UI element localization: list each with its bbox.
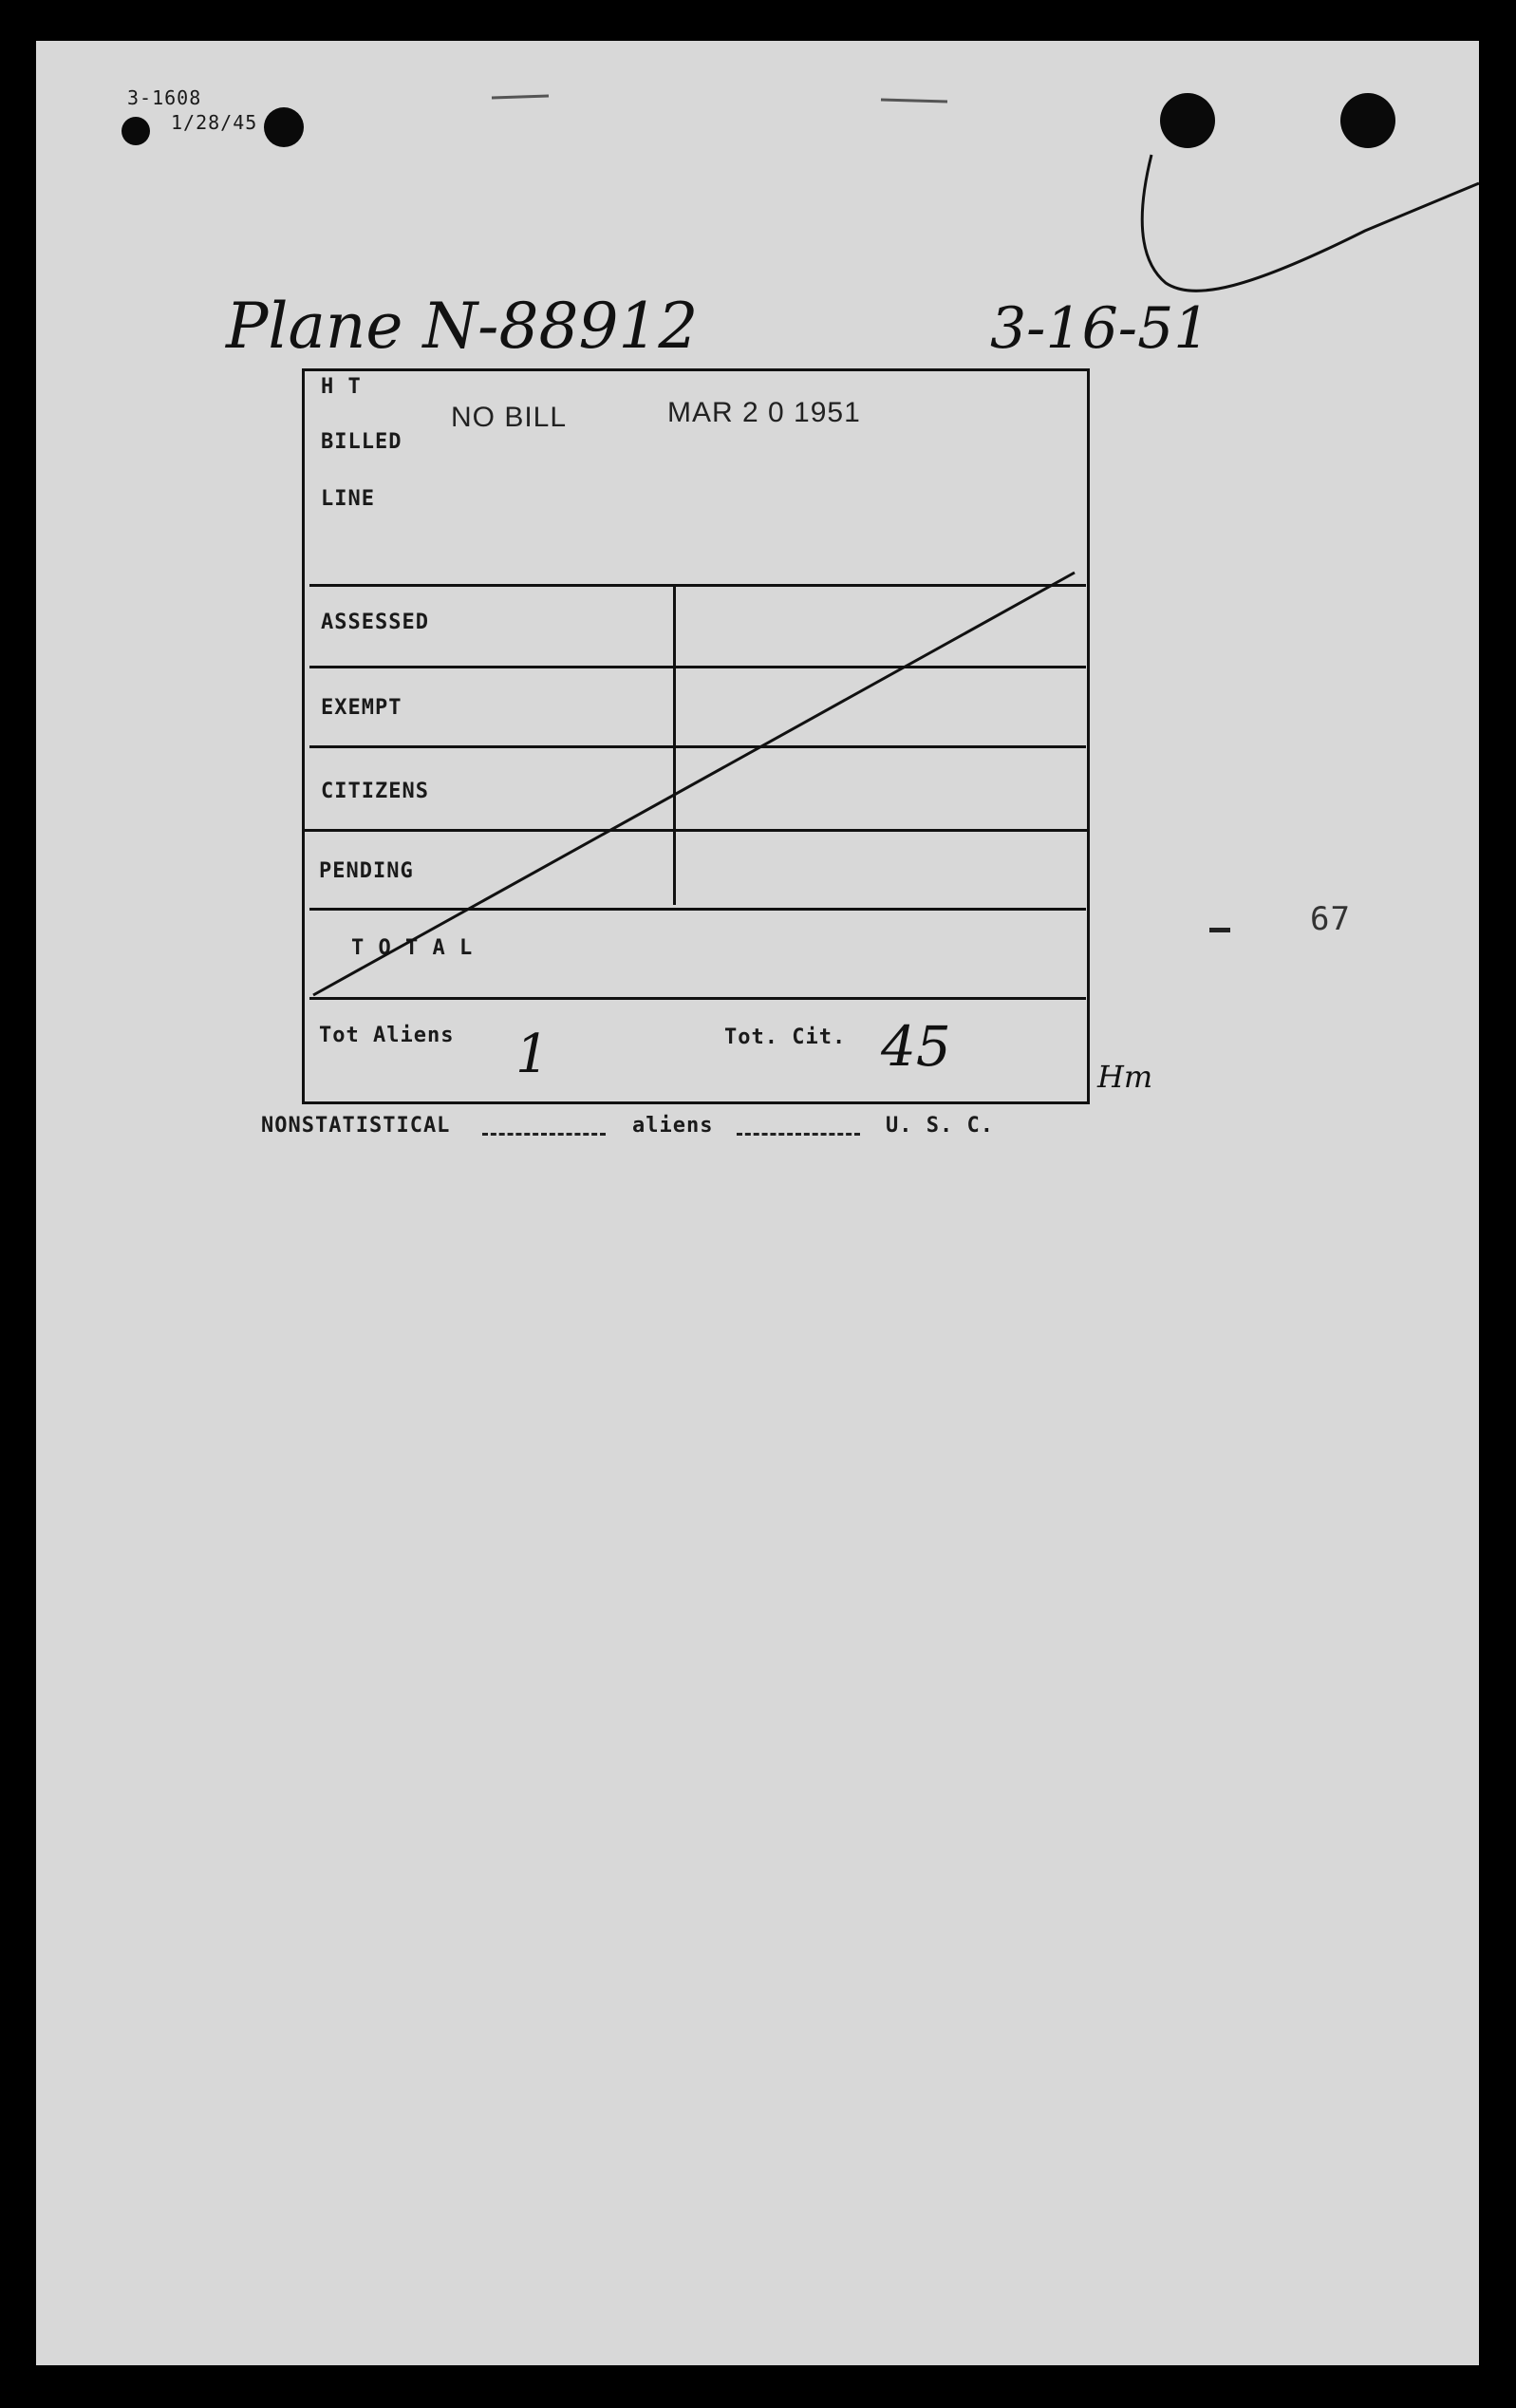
- row-label-pending: PENDING: [319, 859, 414, 883]
- handwritten-date: 3-16-51: [990, 295, 1210, 362]
- row-label-citizens: CITIZENS: [321, 780, 429, 803]
- corner-curve-stroke: [1142, 155, 1479, 291]
- initials: Hm: [1097, 1059, 1153, 1095]
- row-label-exempt: EXEMPT: [321, 696, 402, 720]
- pen-strokes: [36, 41, 1479, 2365]
- top-smudge-1: [492, 96, 549, 98]
- cancel-diagonal-line: [313, 573, 1075, 995]
- nonstatistical-label: NONSTATISTICAL: [261, 1114, 451, 1138]
- label-ht: H T: [321, 375, 362, 399]
- date-stamp: MAR 2 0 1951: [667, 397, 861, 428]
- total-label: T O T A L: [351, 936, 474, 960]
- label-billed: BILLED: [321, 430, 402, 454]
- form-number: 3-1608: [127, 86, 202, 109]
- usc-label: U. S. C.: [886, 1114, 994, 1138]
- row-label-assessed: ASSESSED: [321, 611, 429, 634]
- tot-aliens-label: Tot Aliens: [319, 1024, 455, 1047]
- tot-cit-value: 45: [881, 1014, 951, 1079]
- top-smudge-2: [881, 100, 947, 102]
- margin-number: 67: [1310, 900, 1351, 938]
- plane-label: Plane N-88912: [226, 290, 699, 363]
- form-date: 1/28/45: [171, 111, 258, 134]
- tot-cit-label: Tot. Cit.: [724, 1025, 847, 1049]
- label-line: LINE: [321, 487, 375, 511]
- no-bill-stamp: NO BILL: [451, 402, 568, 433]
- aliens-label: aliens: [632, 1114, 714, 1138]
- document-page: [36, 41, 1479, 2365]
- tot-aliens-value: 1: [515, 1024, 550, 1085]
